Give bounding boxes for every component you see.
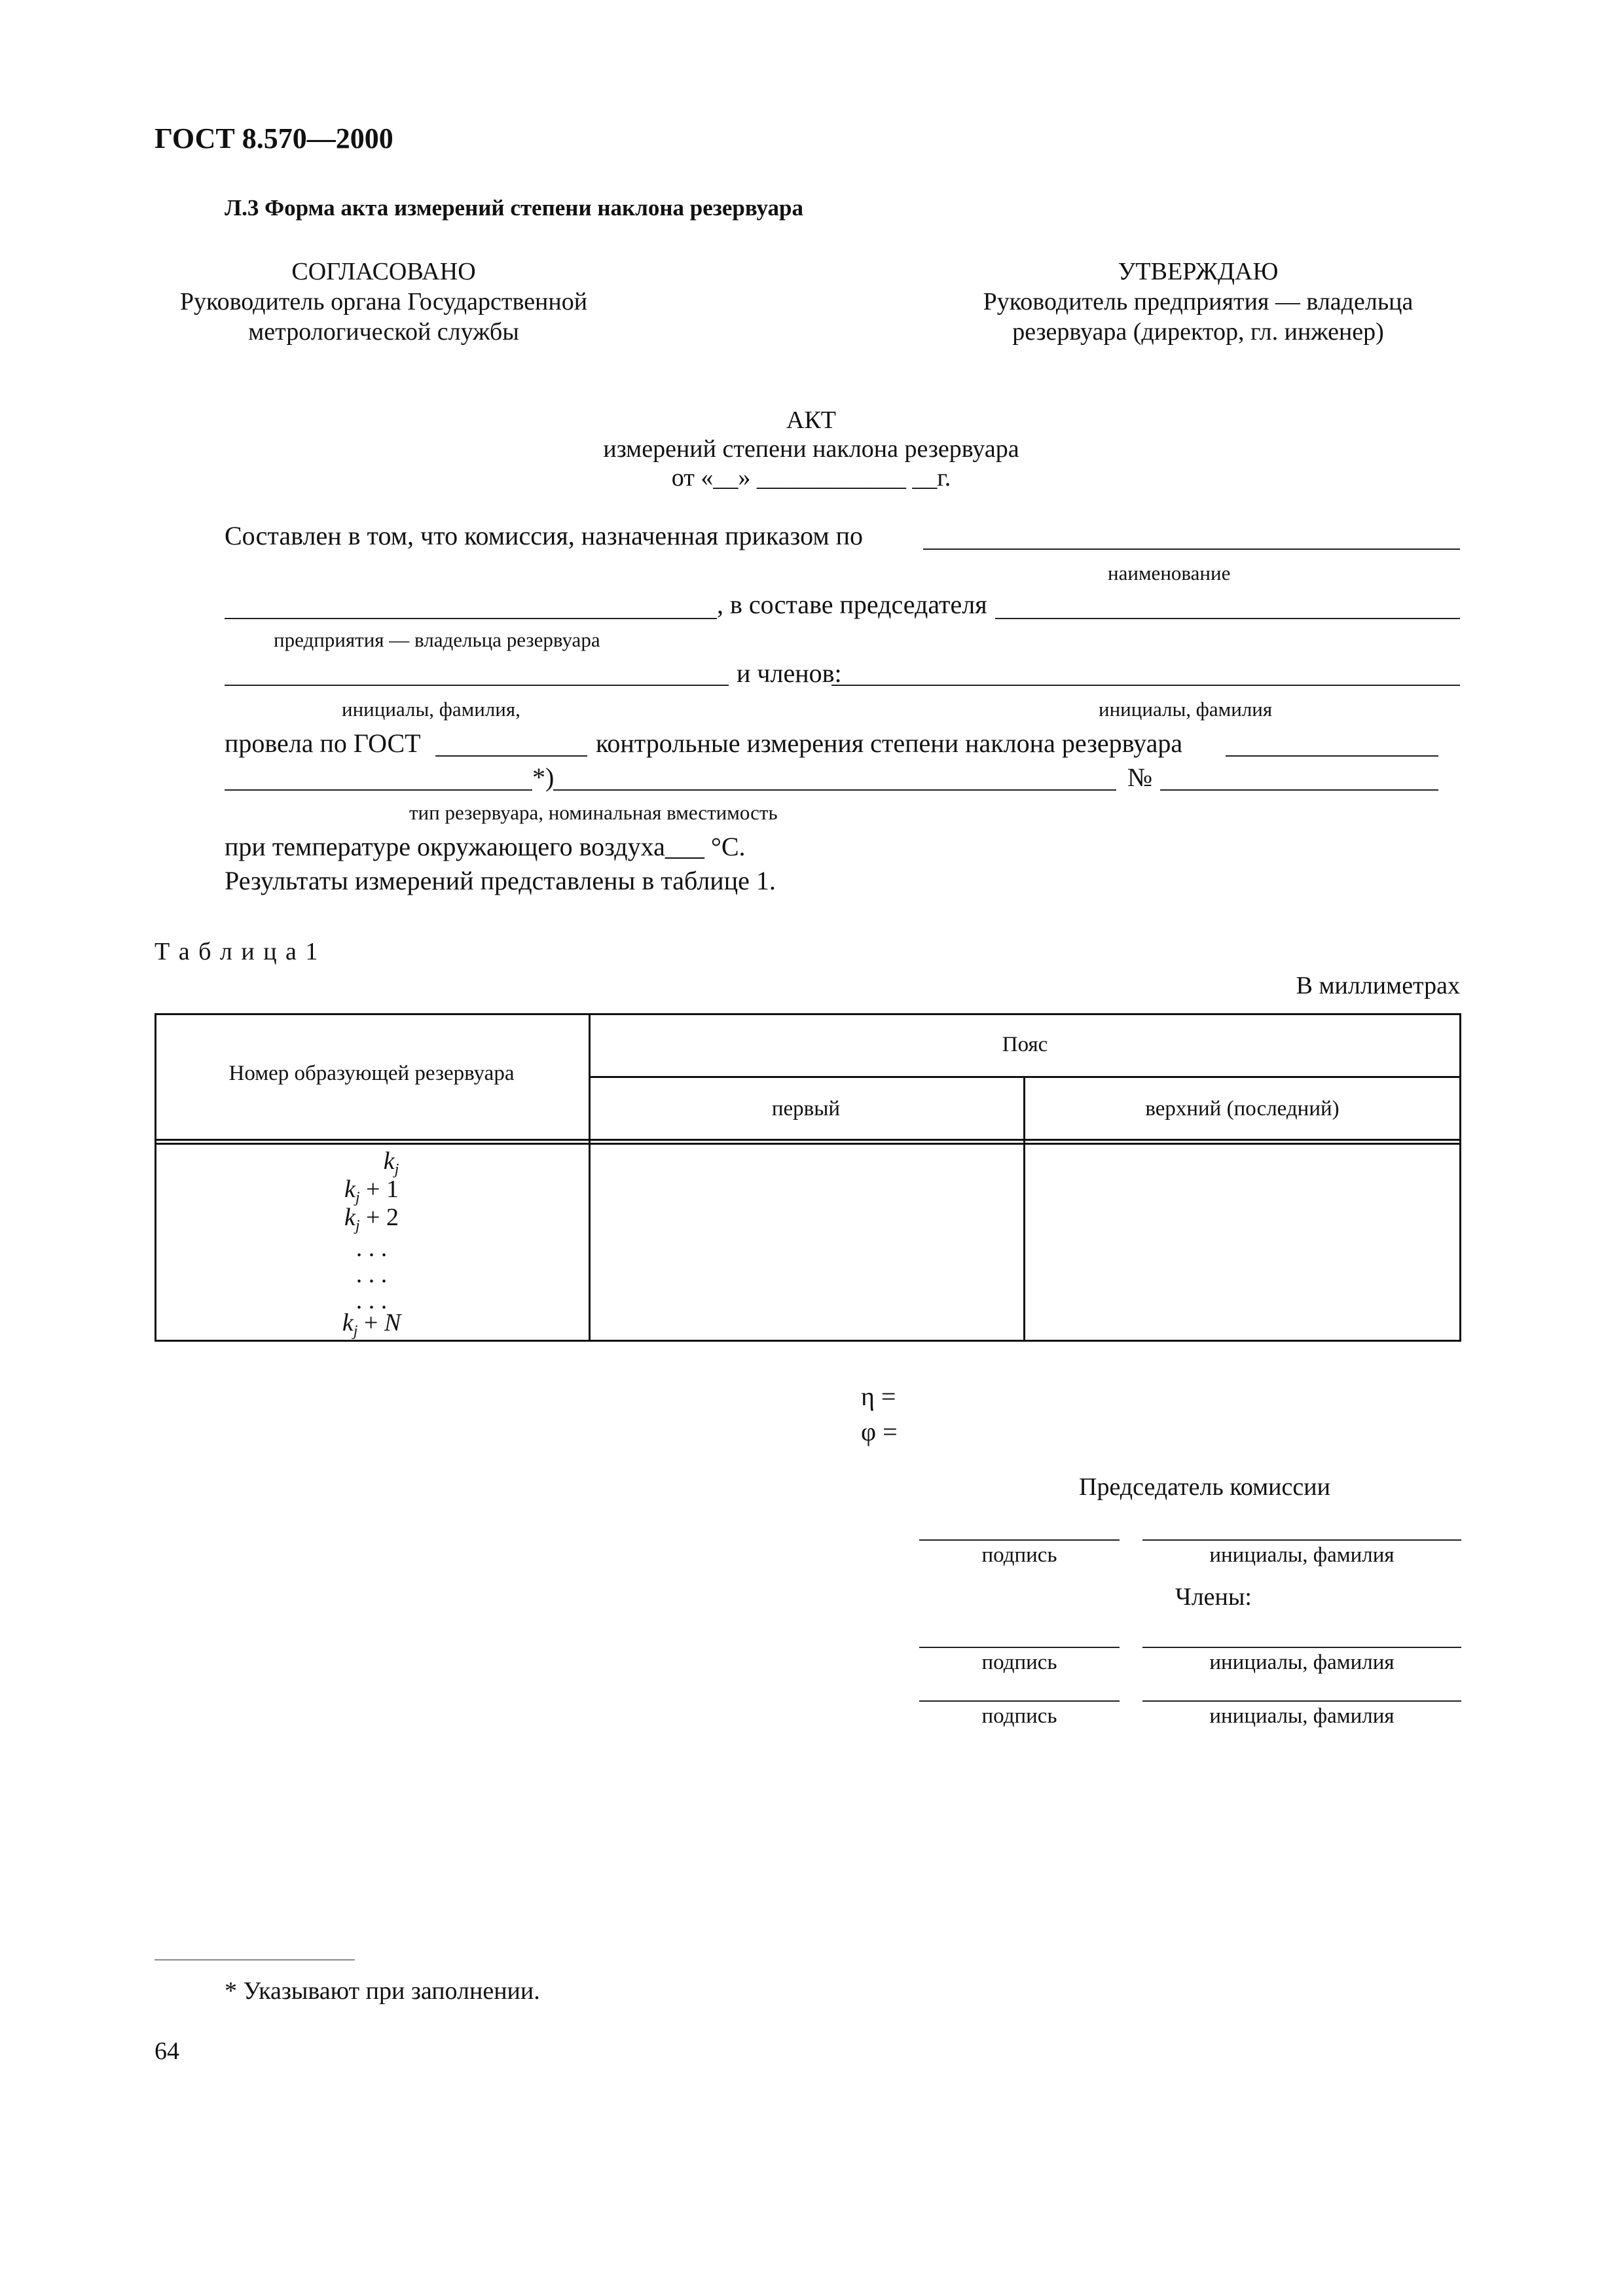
approval-left-block bbox=[155, 257, 613, 347]
eta-formula: η = bbox=[861, 1382, 896, 1411]
chairman-label: Председатель комиссии bbox=[1079, 1473, 1330, 1501]
row-label-kj-2: $k_j + 2$ bbox=[344, 1204, 399, 1234]
header-top-last: верхний (последний) bbox=[1145, 1097, 1340, 1121]
header-first: первый bbox=[771, 1097, 841, 1121]
approval-right-line1: Руководитель предприятия — владельца bbox=[983, 288, 1413, 315]
members-label: Члены: bbox=[1175, 1583, 1252, 1611]
name-line-chairman[interactable] bbox=[1142, 1539, 1461, 1541]
form-line-3-text: и членов: bbox=[737, 658, 842, 688]
act-date-line: от «__» ____________ __г. bbox=[671, 464, 951, 492]
fill-line-tank-number[interactable] bbox=[1160, 789, 1438, 791]
fill-line-members[interactable] bbox=[831, 685, 1460, 686]
act-heading bbox=[484, 406, 1139, 492]
form-line-temperature: при температуре окружающего воздуха___ °С. bbox=[225, 832, 746, 861]
form-line-4-prefix: провела по ГОСТ bbox=[225, 728, 421, 758]
row-label-dots-1: . . . bbox=[356, 1234, 388, 1262]
table-divider-group bbox=[589, 1076, 1461, 1078]
form-line-1-text: Составлен в том, что комиссия, назначенная приказом по bbox=[225, 521, 864, 550]
page-number: 64 bbox=[155, 2037, 179, 2065]
fill-line-chairman[interactable] bbox=[995, 618, 1460, 619]
form-line-2-text: , в составе председателя bbox=[717, 590, 987, 619]
approval-right-title: УТВЕРЖДАЮ bbox=[1118, 258, 1279, 285]
fill-line-chairman-name[interactable] bbox=[225, 685, 729, 686]
sign-line-chairman[interactable] bbox=[919, 1539, 1120, 1541]
footnote-text: * Указывают при заполнении. bbox=[225, 1977, 540, 2005]
section-title: Л.3 Форма акта измерений степени наклона резервуара bbox=[225, 195, 804, 221]
header-tank-generatrix: Номер образующей резервуара bbox=[228, 1062, 515, 1085]
table-label: Т а б л и ц а 1 bbox=[155, 938, 319, 965]
table-divider-header-2 bbox=[155, 1143, 1461, 1145]
approval-right-block bbox=[949, 257, 1447, 347]
fill-line-enterprise[interactable] bbox=[225, 618, 717, 619]
fill-line-tank-type[interactable] bbox=[225, 789, 532, 791]
form-line-4-text: контрольные измерения степени наклона резервуара bbox=[596, 728, 1183, 758]
chairman-name-caption: инициалы, фамилия bbox=[1209, 1543, 1395, 1567]
caption-enterprise: предприятия — владельца резервуара bbox=[274, 628, 600, 651]
row-labels bbox=[155, 1147, 589, 1346]
approval-right-line2: резервуара (директор, гл. инженер) bbox=[1012, 318, 1384, 346]
caption-tank-type: тип резервуара, номинальная вместимость bbox=[409, 801, 778, 824]
row-label-dots-2: . . . bbox=[356, 1261, 388, 1288]
member-2-sign-caption: подпись bbox=[981, 1704, 1057, 1728]
name-line-member-2[interactable] bbox=[1142, 1700, 1461, 1702]
member-1-name-caption: инициалы, фамилия bbox=[1209, 1651, 1395, 1674]
act-subtitle: измерений степени наклона резервуара bbox=[603, 435, 1019, 463]
phi-formula: φ = bbox=[861, 1417, 898, 1446]
table-divider-header bbox=[155, 1139, 1461, 1141]
fill-line-tank-type-2[interactable] bbox=[553, 789, 1116, 791]
fill-line-tank[interactable] bbox=[1226, 755, 1438, 757]
caption-initials-1: инициалы, фамилия, bbox=[342, 698, 520, 721]
table-units: В миллиметрах bbox=[1296, 972, 1460, 999]
approval-left-title: СОГЛАСОВАНО bbox=[291, 258, 476, 285]
caption-name: наименование bbox=[1108, 562, 1231, 584]
sign-line-member-1[interactable] bbox=[919, 1647, 1120, 1648]
approval-left-line2: метрологической службы bbox=[248, 318, 519, 346]
number-sign: № bbox=[1127, 762, 1153, 792]
approval-left-line1: Руководитель органа Государственной bbox=[179, 288, 588, 315]
row-label-kj-n: $k_j + N$ bbox=[342, 1309, 401, 1340]
fill-line-gost[interactable] bbox=[435, 755, 587, 757]
name-line-member-1[interactable] bbox=[1142, 1647, 1461, 1648]
footnote-mark: *) bbox=[532, 762, 555, 792]
sign-line-member-2[interactable] bbox=[919, 1700, 1120, 1702]
fill-line-order[interactable] bbox=[923, 548, 1460, 550]
form-line-results: Результаты измерений представлены в таблице 1. bbox=[225, 866, 776, 895]
act-title: АКТ bbox=[786, 406, 836, 434]
row-label-kj: $k_j$ bbox=[383, 1147, 399, 1178]
chairman-sign-caption: подпись bbox=[981, 1543, 1057, 1567]
document-id: ГОСТ 8.570—2000 bbox=[155, 122, 393, 154]
member-1-sign-caption: подпись bbox=[981, 1651, 1057, 1674]
header-belt: Пояс bbox=[1002, 1033, 1048, 1056]
row-label-kj-1: $k_j + 1$ bbox=[344, 1175, 399, 1206]
row-label-dots-3: . . . bbox=[356, 1287, 388, 1314]
member-2-name-caption: инициалы, фамилия bbox=[1209, 1704, 1395, 1728]
caption-initials-2: инициалы, фамилия bbox=[1099, 698, 1273, 721]
